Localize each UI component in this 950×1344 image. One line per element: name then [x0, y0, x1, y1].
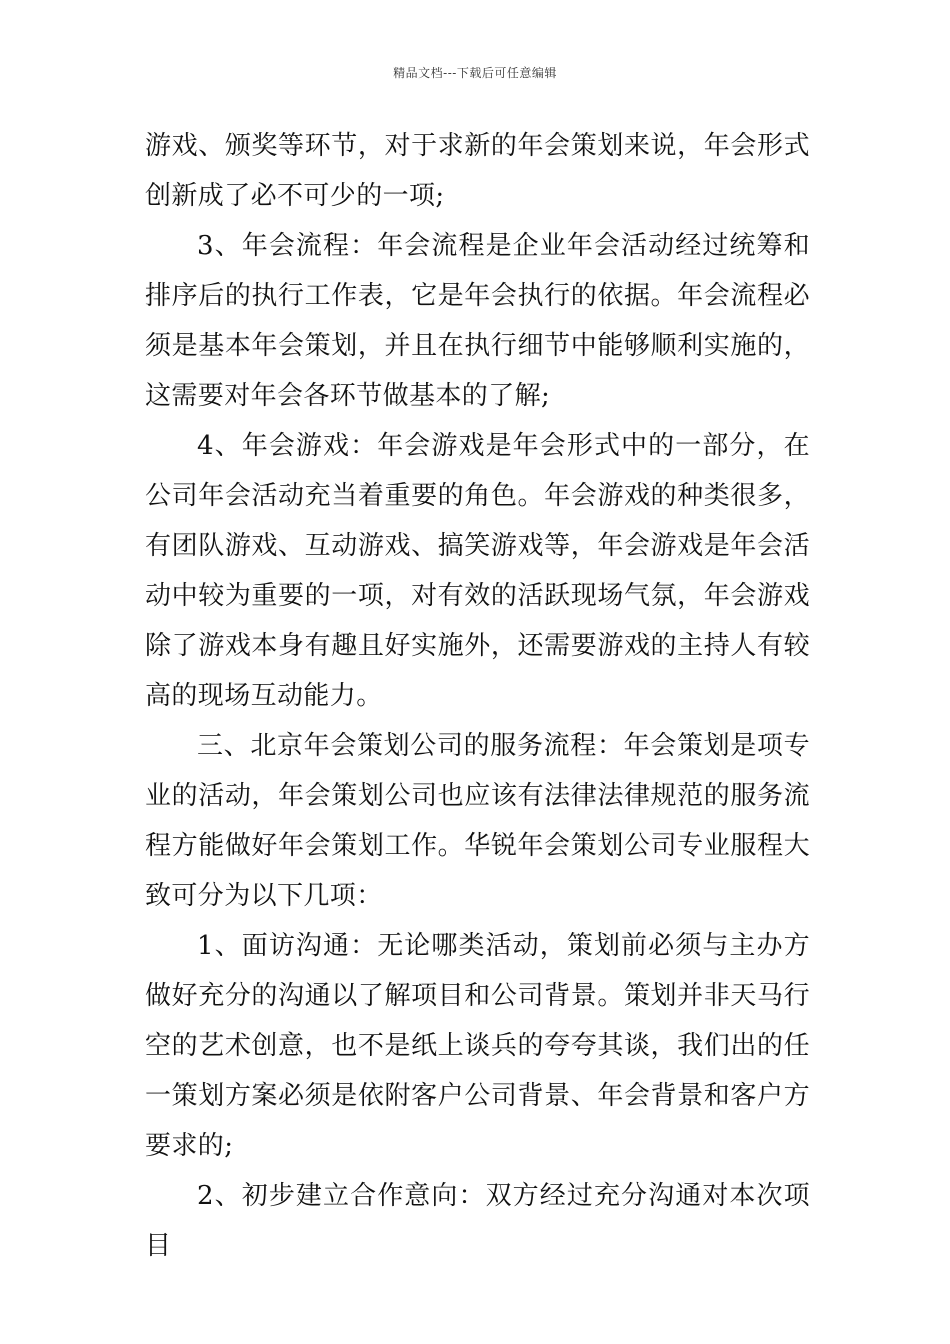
paragraph-annual-meeting-process: 3、年会流程：年会流程是企业年会活动经过统筹和排序后的执行工作表，它是年会执行的依据。年会流程必须是基本年会策划，并且在执行细节中能够顺利实施的，这需要对年会各环节做基本的了解;	[145, 231, 810, 411]
page-header: 精品文档---下载后可任意编辑	[393, 66, 557, 80]
paragraph-interview-communication: 1、面访沟通：无论哪类活动，策划前必须与主办方做好充分的沟通以了解项目和公司背景。策划并非天马行空的艺术创意，也不是纸上谈兵的夸夸其谈，我们出的任一策划方案必须是依附客户公司背景、年会背景和客户方要求的;	[145, 931, 810, 1161]
document-body	[145, 121, 810, 1271]
paragraph-service-process: 三、北京年会策划公司的服务流程：年会策划是项专业的活动，年会策划公司也应该有法律法律规范的服务流程方能做好年会策划工作。华锐年会策划公司专业服程大致可分为以下几项：	[145, 731, 810, 911]
paragraph-continuation: 游戏、颁奖等环节，对于求新的年会策划来说，年会形式创新成了必不可少的一项;	[145, 131, 810, 211]
paragraph-cooperation-intent: 2、初步建立合作意向：双方经过充分沟通对本次项目	[145, 1181, 810, 1261]
paragraph-annual-meeting-games: 4、年会游戏：年会游戏是年会形式中的一部分，在公司年会活动充当着重要的角色。年会游戏的种类很多，有团队游戏、互动游戏、搞笑游戏等，年会游戏是年会活动中较为重要的一项，对有效的活跃现场气氛，年会游戏除了游戏本身有趣且好实施外，还需要游戏的主持人有较高的现场互动能力。	[145, 431, 810, 711]
